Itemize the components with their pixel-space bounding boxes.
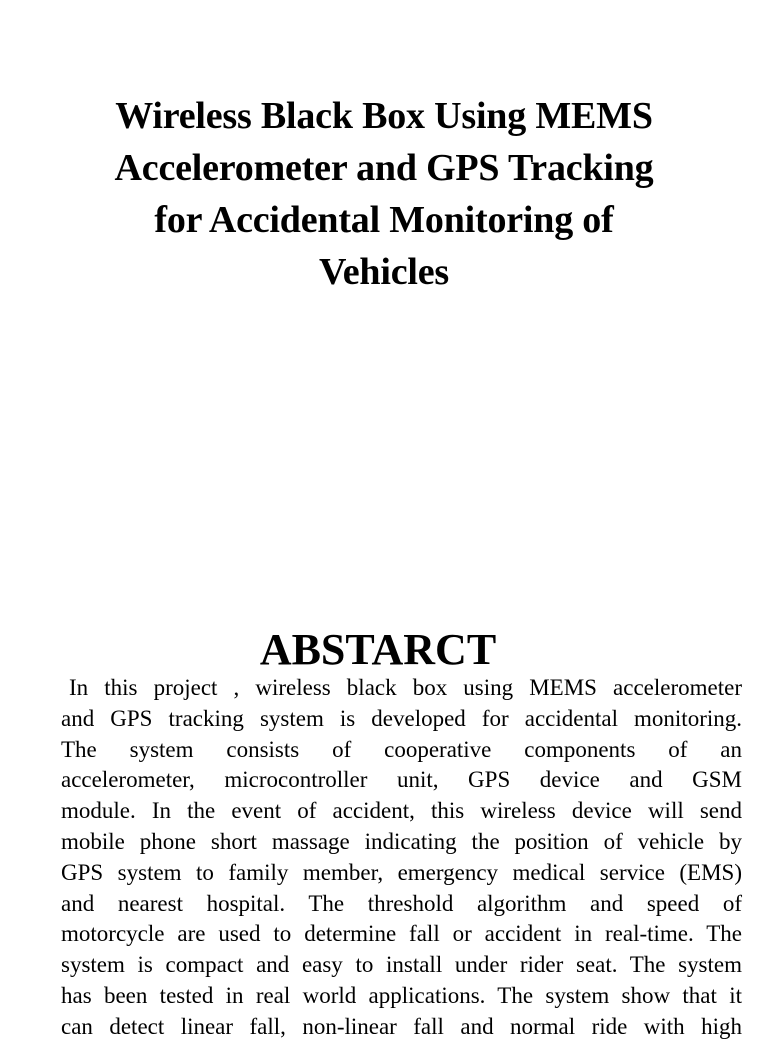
abstract-line: motorcycle are used to determine fall or accident in real-time. The	[61, 921, 742, 947]
abstract-line: can detect linear fall, non-linear fall and normal ride with high	[61, 1013, 742, 1039]
title-line: Vehicles	[319, 251, 449, 293]
title-line: for Accidental Monitoring of	[154, 199, 614, 241]
abstract-line: accelerometer, microcontroller unit, GPS device and GSM	[61, 767, 742, 793]
abstract-heading: ABSTARCT	[259, 625, 497, 674]
title-line: Wireless Black Box Using MEMS	[115, 95, 653, 137]
abstract-line: has been tested in real world applications. The system show that it	[61, 982, 742, 1008]
abstract-body	[61, 673, 742, 1043]
abstract-line: module. In the event of accident, this wireless device will send	[61, 798, 742, 824]
abstract-line: system is compact and easy to install under rider seat. The system	[61, 952, 742, 978]
abstract-line: mobile phone short massage indicating the position of vehicle by	[61, 828, 742, 854]
abstract-line: In this project , wireless black box using MEMS accelerometer	[69, 675, 742, 700]
abstract-line: GPS system to family member, emergency medical service (EMS)	[61, 859, 742, 885]
document-title	[60, 90, 708, 298]
title-line: Accelerometer and GPS Tracking	[114, 147, 654, 189]
abstract-line: and GPS tracking system is developed for accidental monitoring.	[61, 705, 742, 731]
abstract-line: and nearest hospital. The threshold algorithm and speed of	[61, 890, 742, 916]
abstract-line: The system consists of cooperative components of an	[61, 736, 742, 762]
